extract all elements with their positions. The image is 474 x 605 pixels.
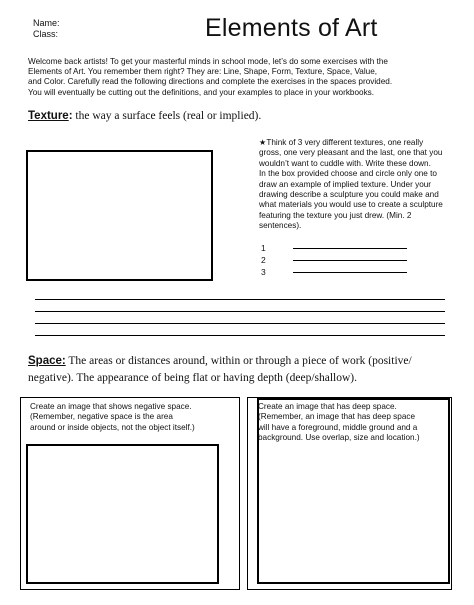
- instruction-line: background. Use overlap, size and location.): [258, 433, 420, 443]
- texture-answer-line-2[interactable]: [293, 260, 407, 261]
- instruction-line: Create an image that shows negative space.: [30, 402, 192, 411]
- intro-line: You will eventually be cutting out the definitions, and your examples to place in your workbooks.: [28, 87, 375, 97]
- intro-line: Elements of Art. You remember them right? They are: Line, Shape, Form, Texture, Space, Value,: [28, 67, 378, 77]
- name-label: Name:: [33, 18, 60, 28]
- intro-line: and Color. Carefully read the following directions and complete the exercises in the spaces provided.: [28, 77, 393, 87]
- instruction-line: ★Think of 3 very different textures, one really: [259, 138, 424, 147]
- texture-definition: the way a surface feels (real or implied).: [75, 110, 262, 122]
- instruction-line: (Remember, an image that has deep space: [258, 412, 416, 422]
- writing-line-4[interactable]: [35, 335, 445, 336]
- instruction-line: what materials you would use to create a sculpture: [259, 200, 443, 210]
- texture-drawing-box[interactable]: [26, 150, 213, 281]
- writing-line-2[interactable]: [35, 311, 445, 312]
- instruction-line: around or inside objects, not the object itself.): [30, 422, 195, 432]
- instruction-line: wouldn’t want to cuddle with. Write these down.: [259, 158, 431, 168]
- class-label: Class:: [33, 29, 59, 39]
- texture-number-3: 3: [261, 267, 266, 277]
- instruction-line: gross, one very pleasant and the last, one that you: [259, 148, 443, 158]
- space-term: Space:: [28, 355, 66, 367]
- texture-number-1: 1: [261, 243, 266, 253]
- texture-instructions: [259, 138, 447, 232]
- instruction-line: featuring the texture you just drew. (Min. 2: [259, 210, 412, 220]
- texture-term: Texture: [28, 110, 69, 122]
- texture-answer-line-3[interactable]: [293, 272, 407, 273]
- instruction-line: In the box provided choose and circle only one to: [259, 169, 437, 179]
- texture-number-2: 2: [261, 255, 266, 265]
- texture-heading: Texture: the way a surface feels (real or implied).: [28, 110, 262, 122]
- page-title: Elements of Art: [205, 14, 378, 42]
- writing-line-1[interactable]: [35, 299, 445, 300]
- negative-space-instructions: [30, 402, 235, 433]
- instruction-line: Create an image that has deep space.: [258, 402, 397, 411]
- intro-line: Welcome back artists! To get your masterful minds in school mode, let’s do some exercises with the: [28, 57, 388, 66]
- instruction-line: draw an example of implied texture. Under your: [259, 179, 432, 189]
- intro-paragraph: [28, 57, 448, 98]
- instruction-line: drawing describe a sculpture you could make and: [259, 190, 439, 200]
- space-definition-line-2: negative). The appearance of being flat or having depth (deep/shallow).: [28, 372, 358, 384]
- deep-space-drawing-box[interactable]: [257, 398, 450, 584]
- instruction-line: (Remember, negative space is the area: [30, 412, 173, 422]
- instruction-line: will have a foreground, middle ground and a: [258, 422, 418, 432]
- texture-answer-line-1[interactable]: [293, 248, 407, 249]
- instruction-line: sentences).: [259, 221, 302, 231]
- space-definition-line-1: The areas or distances around, within or through a piece of work (positive/: [68, 355, 412, 367]
- negative-space-drawing-box[interactable]: [26, 444, 219, 584]
- space-heading: [28, 354, 458, 385]
- writing-line-3[interactable]: [35, 323, 445, 324]
